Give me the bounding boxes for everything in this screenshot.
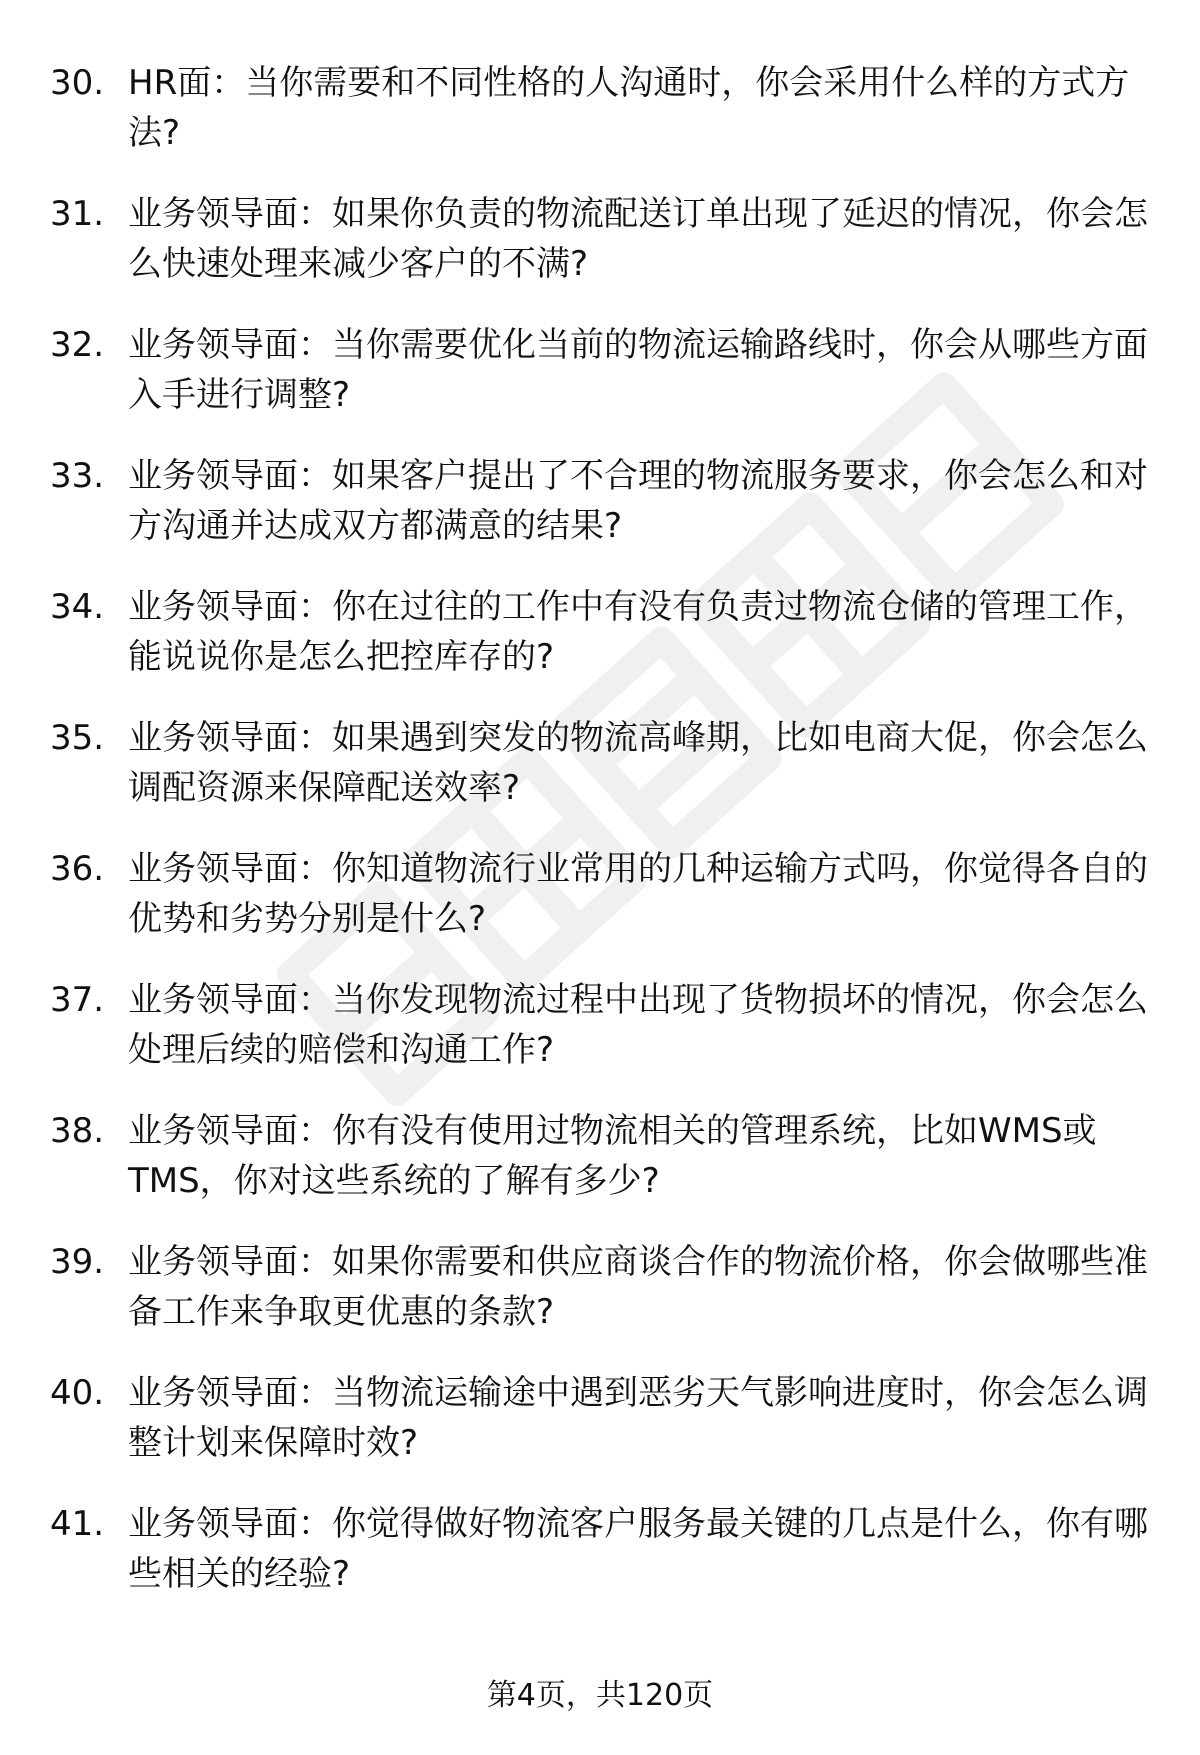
- question-number: 34.: [50, 587, 105, 627]
- question-text: 业务领导面：如果遇到突发的物流高峰期，比如电商大促，你会怎么调配资源来保障配送效率?: [128, 718, 1148, 808]
- list-item: [0, 844, 1200, 975]
- question-text: 业务领导面：你在过往的工作中有没有负责过物流仓储的管理工作，能说说你是怎么把控库存的?: [128, 587, 1148, 677]
- question-text: 业务领导面：你知道物流行业常用的几种运输方式吗，你觉得各自的优势和劣势分别是什么?: [128, 849, 1148, 939]
- question-number: 30.: [50, 63, 105, 103]
- question-number: 38.: [50, 1111, 105, 1151]
- list-item: [0, 1368, 1200, 1499]
- list-item: [0, 1499, 1200, 1630]
- question-text: HR面：当你需要和不同性格的人沟通时，你会采用什么样的方式方法?: [128, 63, 1130, 153]
- question-number: 40.: [50, 1373, 105, 1413]
- question-number: 36.: [50, 849, 105, 889]
- question-number: 41.: [50, 1504, 105, 1544]
- list-item: [0, 1106, 1200, 1237]
- question-text: 业务领导面：你有没有使用过物流相关的管理系统，比如WMS或TMS，你对这些系统的了解有多少?: [128, 1111, 1097, 1201]
- list-item: [0, 1237, 1200, 1368]
- question-number: 37.: [50, 980, 105, 1020]
- list-item: [0, 58, 1200, 189]
- list-item: [0, 975, 1200, 1106]
- question-list: [0, 58, 1200, 1630]
- question-text: 业务领导面：如果你负责的物流配送订单出现了延迟的情况，你会怎么快速处理来减少客户的不满?: [128, 194, 1148, 284]
- question-number: 39.: [50, 1242, 105, 1282]
- question-text: 业务领导面：如果客户提出了不合理的物流服务要求，你会怎么和对方沟通并达成双方都满意的结果?: [128, 456, 1148, 546]
- page-number-footer: 第4页，共120页: [486, 1678, 714, 1713]
- list-item: [0, 451, 1200, 582]
- list-item: [0, 713, 1200, 844]
- list-item: [0, 582, 1200, 713]
- question-number: 33.: [50, 456, 105, 496]
- question-text: 业务领导面：当你发现物流过程中出现了货物损坏的情况，你会怎么处理后续的赔偿和沟通工作?: [128, 980, 1148, 1070]
- question-text: 业务领导面：如果你需要和供应商谈合作的物流价格，你会做哪些准备工作来争取更优惠的条款?: [128, 1242, 1148, 1332]
- question-text: 业务领导面：你觉得做好物流客户服务最关键的几点是什么，你有哪些相关的经验?: [128, 1504, 1148, 1594]
- question-number: 35.: [50, 718, 105, 758]
- list-item: [0, 189, 1200, 320]
- question-number: 32.: [50, 325, 105, 365]
- question-text: 业务领导面：当你需要优化当前的物流运输路线时，你会从哪些方面入手进行调整?: [128, 325, 1148, 415]
- question-text: 业务领导面：当物流运输途中遇到恶劣天气影响进度时，你会怎么调整计划来保障时效?: [128, 1373, 1148, 1463]
- list-item: [0, 320, 1200, 451]
- question-number: 31.: [50, 194, 105, 234]
